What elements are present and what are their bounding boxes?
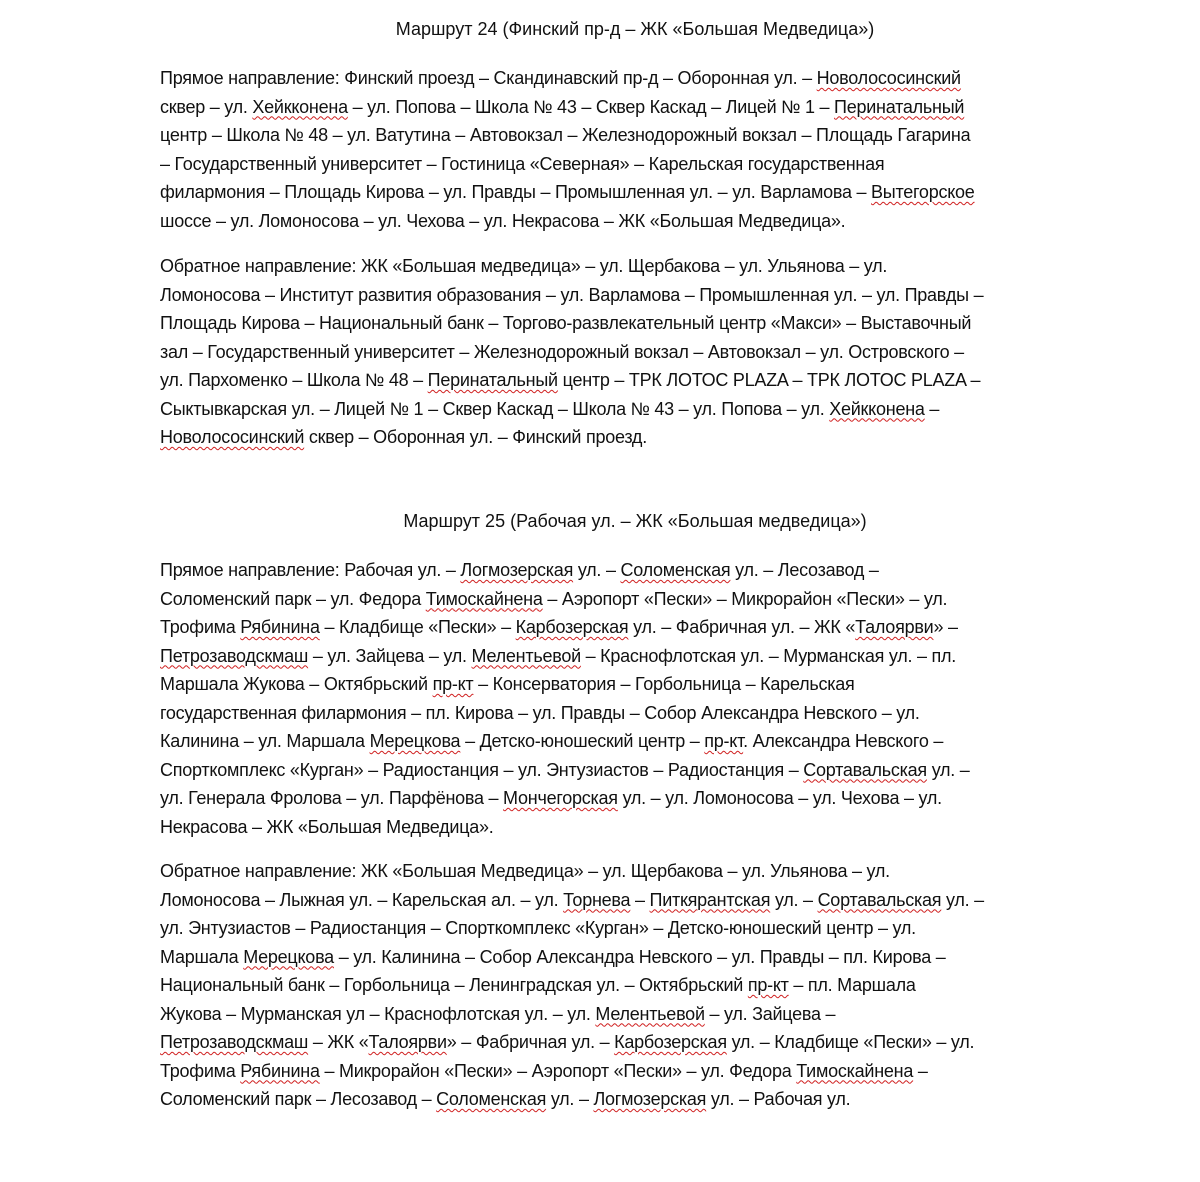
text-segment: сквер – Оборонная ул. – Финский проезд. [304,427,647,447]
text-line [160,338,983,367]
spellcheck-flagged-word: Рябинина [240,1060,320,1081]
text-segment: ул. Генерала Фролова – ул. Парфёнова – [160,788,504,808]
text-segment: – Микрорайон «Пески» – Аэропорт «Пески» – ул. Федора [319,1060,797,1081]
text-segment: ул. – Лесозавод – [730,560,879,580]
spellcheck-flagged-word: Хейкконена [829,398,925,419]
text-segment: – Государственный университет – Гостиница «Северная» – Карельская государственная [160,153,885,174]
text-segment: – ул. Калинина – Собор Александра Невского – ул. Правды – пл. Кирова – [333,946,946,967]
spellcheck-flagged-word: Сортавальская [803,759,927,780]
spellcheck-flagged-word: Талоярви [855,617,934,637]
spellcheck-flagged-word: пр-кт [704,731,744,751]
text-segment: – Детско-юношеский центр – [460,731,705,751]
spellcheck-flagged-word: Петрозаводскмаш [160,1032,309,1052]
text-segment: Национальный банк – Горбольница – Ленинградская ул. – Октябрьский [160,975,748,995]
text-segment: Обратное направление: ЖК «Большая Медведица» – ул. Щербакова – ул. Ульянова – ул. [160,861,890,881]
text-segment: Площадь Кирова – Национальный банк – Торгово-развлекательный центр «Макси» – Выставочный [160,313,972,333]
text-line [160,727,970,756]
text-segment: Обратное направление: ЖК «Большая медведица» – ул. Щербакова – ул. Ульянова – ул. [160,256,888,276]
spellcheck-flagged-word: Тимоскайнена [796,1060,914,1081]
text-segment: – ЖК « [308,1032,369,1052]
text-line [160,784,970,813]
text-line [160,252,983,281]
text-segment: – ул. Зайцева – [704,1003,836,1024]
text-line [160,642,970,671]
text-line [160,207,975,236]
text-line [160,813,970,842]
text-segment: Маршала Жукова – Октябрьский [160,674,433,694]
text-line [160,395,983,424]
text-line [160,150,975,179]
route-25-title: Маршрут 25 (Рабочая ул. – ЖК «Большая медведица») [403,511,867,531]
spellcheck-flagged-word: Хейкконена [252,96,348,117]
text-segment: – пл. Маршала [788,975,916,995]
text-segment: Сыктывкарская ул. – Лицей № 1 – Сквер Каскад – Школа № 43 – ул. Попова – ул. [160,398,830,419]
spellcheck-flagged-word: Мончегорская [503,788,618,808]
text-segment: – Кладбище «Пески» – [319,617,516,637]
text-segment: зал – Государственный университет – Железнодорожный вокзал – Автовокзал – ул. Островского – [160,341,964,362]
spellcheck-flagged-word: Питкярантская [649,889,771,910]
text-segment: центр – ТРК ЛОТОС PLAZA – ТРК ЛОТОС PLAZA – [557,370,981,390]
text-segment: Прямое направление: Рабочая ул. – [160,560,461,580]
text-segment: Некрасова – ЖК «Большая Медведица». [160,816,494,837]
text-segment: ул. – [770,889,818,910]
text-line [160,1028,984,1057]
text-segment: . Александра Невского – [743,731,944,751]
spellcheck-flagged-word: Перинатальный [427,370,558,390]
spellcheck-flagged-word: Карбозерская [515,617,629,637]
text-line [160,943,984,972]
text-line [160,121,975,150]
text-line [160,423,983,452]
text-segment: ул. Пархоменко – Школа № 48 – [160,370,428,390]
text-line [160,857,984,886]
spellcheck-flagged-word: Вытегорское [871,182,975,202]
text-segment: Маршала [160,946,244,967]
spellcheck-flagged-word: Мелентьевой [471,645,581,666]
text-segment: ул. – [926,759,970,780]
text-segment: Ломоносова – Институт развития образования – ул. Варламова – Промышленная ул. – ул. Правды – [160,284,984,305]
text-line [160,971,984,1000]
spellcheck-flagged-word: Новолососинский [816,68,961,88]
text-segment: филармония – Площадь Кирова – ул. Правды – Промышленная ул. – ул. Варламова – [160,182,872,202]
text-segment: – [924,398,940,419]
text-segment: Жукова – Мурманская ул – Краснофлотская ул. – ул. [160,1003,596,1024]
text-line [160,93,975,122]
text-segment: центр – Школа № 48 – ул. Ватутина – Автовокзал – Железнодорожный вокзал – Площадь Гагарина [160,125,971,145]
text-segment: ул. – [573,560,621,580]
text-segment: ул. – [941,889,984,910]
text-line [160,914,984,943]
spellcheck-flagged-word: Логмозерская [460,560,574,580]
spellcheck-flagged-word: Мерецкова [243,946,334,967]
spellcheck-flagged-word: Мерецкова [369,731,461,751]
text-line [160,699,970,728]
text-segment: Калинина – ул. Маршала [160,731,370,751]
spellcheck-flagged-word: Тимоскайнена [425,588,543,609]
spellcheck-flagged-word: Карбозерская [614,1032,727,1052]
spellcheck-flagged-word: Новолососинский [160,427,305,447]
text-line [160,281,983,310]
text-segment: » – Фабричная ул. – [446,1032,615,1052]
text-segment: Соломенский парк – ул. Федора [160,588,426,609]
spellcheck-flagged-word: пр-кт [747,975,789,995]
text-segment: – ул. Попова – Школа № 43 – Сквер Каскад – Лицей № 1 – [347,96,835,117]
route-25-backward [160,857,984,1114]
text-line [160,1000,984,1029]
text-segment: Трофима [160,1060,241,1081]
text-line [160,585,970,614]
text-line [160,178,975,207]
text-line [160,1057,984,1086]
spellcheck-flagged-word: Сортавальская [817,889,942,910]
spellcheck-flagged-word: пр-кт [432,674,474,694]
text-segment: ул. – [546,1089,594,1109]
text-segment: – ул. Зайцева – ул. [308,645,472,666]
text-segment: Ломоносова – Лыжная ул. – Карельская ал. – ул. [160,889,564,910]
spellcheck-flagged-word: Петрозаводскмаш [160,645,309,666]
text-segment: ул. Энтузиастов – Радиостанция – Спорткомплекс «Курган» – Детско-юношеский центр – ул. [160,918,916,938]
route-24-forward [160,64,975,235]
spellcheck-flagged-word: Рябинина [240,617,320,637]
route-25-forward [160,556,970,841]
text-line [160,556,970,585]
spellcheck-flagged-word: Мелентьевой [595,1003,705,1024]
route-24-title: Маршрут 24 (Финский пр-д – ЖК «Большая Медведица») [395,19,875,39]
text-line [160,756,970,785]
text-segment: – Краснофлотская ул. – Мурманская ул. – пл. [580,645,957,666]
text-line [160,64,975,93]
text-line [160,1085,984,1114]
spellcheck-flagged-word: Логмозерская [593,1089,707,1109]
text-segment: ул. – Кладбище «Пески» – ул. [726,1032,975,1052]
spellcheck-flagged-word: Соломенская [436,1089,547,1109]
text-segment: ул. – Фабричная ул. – ЖК « [628,617,856,637]
text-segment: – Аэропорт «Пески» – Микрорайон «Пески» – ул. [542,588,948,609]
spellcheck-flagged-word: Торнева [563,889,631,910]
text-line [160,886,984,915]
text-segment: ул. – ул. Ломоносова – ул. Чехова – ул. [617,788,942,808]
text-line [160,613,970,642]
text-segment: Прямое направление: Финский проезд – Скандинавский пр-д – Оборонная ул. – [160,68,817,88]
text-segment: – [630,889,650,910]
text-segment: – [913,1060,928,1081]
text-segment: Соломенский парк – Лесозавод – [160,1089,437,1109]
text-segment: Спорткомплекс «Курган» – Радиостанция – ул. Энтузиастов – Радиостанция – [160,759,804,780]
text-segment: » – [933,617,958,637]
spellcheck-flagged-word: Соломенская [620,560,731,580]
text-segment: ул. – Рабочая ул. [706,1089,851,1109]
text-segment: – Консерватория – Горбольница – Карельская [473,674,855,694]
text-line [160,309,983,338]
text-segment: государственная филармония – пл. Кирова – ул. Правды – Собор Александра Невского – ул. [160,702,920,723]
text-line [160,670,970,699]
text-segment: сквер – ул. [160,96,253,117]
spellcheck-flagged-word: Перинатальный [834,96,965,117]
spellcheck-flagged-word: Талоярви [368,1032,447,1052]
text-segment: Трофима [160,617,241,637]
text-segment: шоссе – ул. Ломоносова – ул. Чехова – ул. Некрасова – ЖК «Большая Медведица». [160,210,846,231]
route-24-backward [160,252,983,452]
text-line [160,366,983,395]
